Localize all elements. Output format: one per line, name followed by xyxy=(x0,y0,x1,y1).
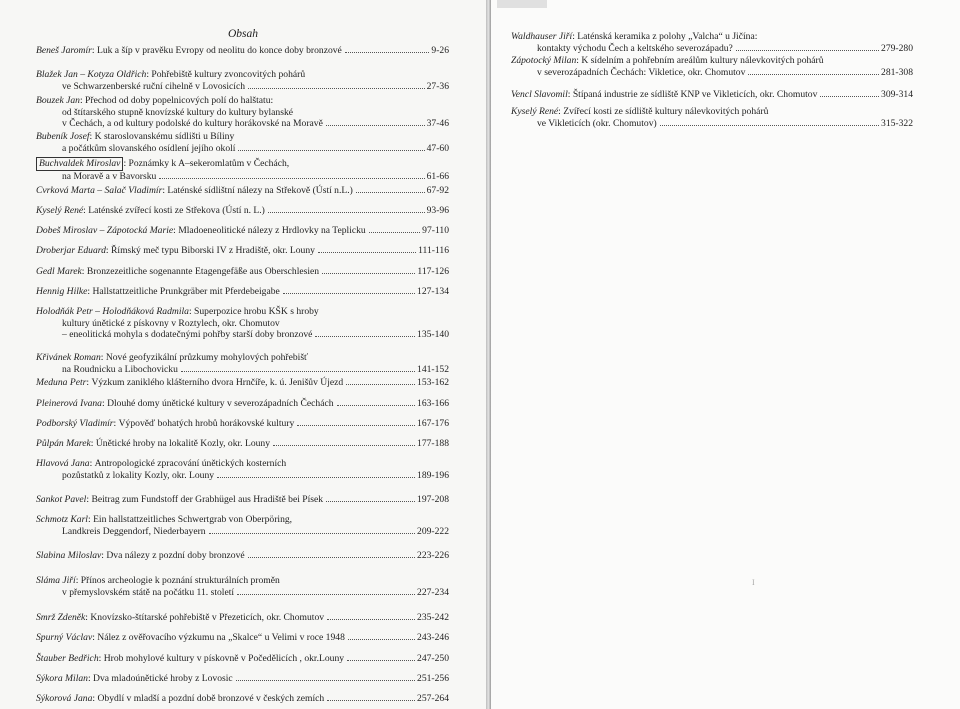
toc-entry xyxy=(36,514,449,537)
toc-entry-line xyxy=(36,632,449,644)
toc-pages: 243-246 xyxy=(417,632,449,643)
dot-leader xyxy=(273,445,415,446)
toc-title: Laténské sídlištní nálezy na Střekově (Ústí n.L.) xyxy=(167,185,353,196)
toc-title: a počátkům slovanského osídlení jejího okolí xyxy=(62,142,236,154)
toc-entry xyxy=(36,398,449,410)
toc-entry xyxy=(36,377,449,389)
toc-entry-line xyxy=(36,306,449,318)
toc-title: Beitrag zum Fundstoff der Grabhügel aus Hradiště bei Písek xyxy=(91,494,324,505)
toc-entry-line xyxy=(36,107,449,119)
toc-entry-line xyxy=(36,514,449,526)
toc-entry xyxy=(36,205,449,217)
dot-leader xyxy=(327,619,415,620)
toc-title: Přechod od doby popelnicových polí do halštatu: xyxy=(85,95,274,106)
toc-entry xyxy=(36,673,449,685)
toc-title: Hallstattzeitliche Prunkgräber mit Pferdebeigabe xyxy=(92,286,280,297)
toc-pages: 93-96 xyxy=(426,205,449,216)
toc-pages: 153-162 xyxy=(417,377,449,388)
dot-leader xyxy=(345,52,430,53)
toc-author: Hlavová Jana xyxy=(36,458,90,469)
toc-entry xyxy=(36,245,449,257)
toc-entry-line xyxy=(36,45,449,57)
toc-pages: 309-314 xyxy=(881,89,913,100)
author-separator: : xyxy=(85,612,91,623)
toc-pages: 189-196 xyxy=(417,469,449,481)
dot-leader xyxy=(748,74,879,75)
toc-entry xyxy=(36,266,449,278)
toc-entry xyxy=(36,458,449,481)
dot-leader xyxy=(736,50,879,51)
toc-entry xyxy=(36,185,449,197)
toc-entry xyxy=(36,575,449,598)
toc-pages: 247-250 xyxy=(417,653,449,664)
author-separator: : xyxy=(101,550,107,561)
author-separator: : xyxy=(81,266,87,277)
toc-entry xyxy=(36,286,449,298)
author-separator: : xyxy=(79,95,86,106)
dot-leader xyxy=(326,501,415,502)
toc-entry-line xyxy=(36,550,449,562)
author-separator: : xyxy=(188,306,195,317)
toc-entry-line xyxy=(36,352,449,364)
toc-author: Sláma Jiří xyxy=(36,575,76,586)
toc-title: Landkreis Deggendorf, Niederbayern xyxy=(62,525,206,537)
toc-entry xyxy=(36,612,449,624)
author-separator: : xyxy=(113,418,119,429)
toc-entry-line xyxy=(36,131,449,143)
toc-author: Smrž Zdeněk xyxy=(36,612,86,623)
toc-entry-line xyxy=(36,364,449,376)
toc-entry xyxy=(511,89,913,101)
toc-author: Gedl Marek xyxy=(36,266,82,277)
toc-title: Římský meč typu Biborski IV z Hradiště, okr. Louny xyxy=(111,245,315,256)
toc-entry-line xyxy=(36,266,449,278)
author-separator: : xyxy=(101,398,108,409)
toc-pages: 111-116 xyxy=(418,245,449,256)
toc-entry-line xyxy=(511,43,913,55)
toc-entry xyxy=(36,95,449,130)
author-separator: : xyxy=(576,55,582,66)
toc-author: Kyselý René xyxy=(36,205,84,216)
toc-entry xyxy=(36,157,449,182)
toc-entry-line xyxy=(511,118,913,130)
toc-entry-line xyxy=(36,575,449,587)
author-separator: : xyxy=(572,31,578,42)
toc-entry xyxy=(36,653,449,665)
author-separator: : xyxy=(87,673,94,684)
toc-title: ve Vikleticích (okr. Chomutov) xyxy=(537,117,657,129)
toc-entry-line xyxy=(36,587,449,599)
toc-title: Přínos archeologie k poznání strukturálních proměn xyxy=(80,575,280,586)
toc-author: Zápotocký Milan xyxy=(511,55,577,66)
toc-title: Pohřebiště kultury zvoncovitých pohárů xyxy=(151,69,306,80)
author-separator: : xyxy=(83,205,89,216)
author-separator: : xyxy=(105,245,111,256)
toc-pages: 209-222 xyxy=(417,525,449,537)
toc-entry-line xyxy=(36,205,449,217)
toc-entry-line xyxy=(36,225,449,237)
toc-pages: 141-152 xyxy=(417,363,449,375)
toc-entry xyxy=(36,45,449,57)
toc-pages: 315-322 xyxy=(881,117,913,129)
toc-author: Bubeník Josef xyxy=(36,131,90,142)
author-separator: : xyxy=(92,632,98,643)
toc-pages: 167-176 xyxy=(417,418,449,429)
toc-author: Buchvaldek Miroslav xyxy=(36,157,123,171)
toc-author: Bouzek Jan xyxy=(36,95,80,106)
author-separator: : xyxy=(89,131,95,142)
author-separator: : xyxy=(98,653,104,664)
toc-title: Knovízsko-štítarské pohřebiště v Přezeticích, okr. Chomutov xyxy=(90,612,325,623)
toc-entry-line xyxy=(511,89,913,101)
toc-entry xyxy=(511,106,913,129)
dot-leader xyxy=(820,96,879,97)
toc-entry-line xyxy=(36,438,449,450)
toc-pages: 177-188 xyxy=(417,438,449,449)
toc-title: Zvířecí kosti ze sídliště kultury nálevkovitých pohárů xyxy=(563,106,769,117)
toc-title: ve Schwarzenberské ruční cihelně v Lovosicích xyxy=(62,80,246,92)
toc-title: Obydlí v mladší a pozdní době bronzové v českých zemích xyxy=(97,693,325,704)
toc-entry-line xyxy=(511,106,913,118)
toc-title: Mladoeneolitické nálezy z Hrdlovky na Teplicku xyxy=(178,225,366,236)
toc-author: Dobeš Miroslav – Zápotocká Marie xyxy=(36,225,174,236)
author-separator: : xyxy=(567,89,573,100)
toc-title: kontakty východu Čech a keltského severozápadu? xyxy=(537,42,733,54)
toc-entry-line xyxy=(511,31,913,43)
dot-leader xyxy=(348,639,415,640)
dot-leader xyxy=(327,700,415,701)
toc-title: v severozápadních Čechách: Vikletice, okr. Chomutov xyxy=(537,66,746,78)
toc-entry-line xyxy=(36,398,449,410)
author-separator: : xyxy=(86,377,92,388)
toc-pages: 97-110 xyxy=(422,225,449,236)
toc-author: Kyselý René xyxy=(511,106,559,117)
toc-pages: 197-208 xyxy=(417,494,449,505)
toc-pages: 37-46 xyxy=(426,118,449,130)
toc-author: Štauber Bedřich xyxy=(36,653,99,664)
toc-author: Sankot Pavel xyxy=(36,494,87,505)
toc-title: Nové geofyzikální průzkumy mohylových pohřebišť xyxy=(105,352,309,363)
toc-entry xyxy=(36,418,449,430)
toc-title: Ein hallstattzeitliches Schwertgrab von Oberpöring, xyxy=(93,514,293,525)
author-separator: : xyxy=(87,286,93,297)
dot-leader xyxy=(369,232,420,233)
toc-pages: 67-92 xyxy=(426,185,449,196)
toc-entry-line xyxy=(36,157,449,171)
author-separator: : xyxy=(89,458,95,469)
toc-title: – eneolitická mohyla s dodatečnými pohřby starší doby bronzové xyxy=(62,329,313,341)
toc-entry-line xyxy=(36,286,449,298)
author-separator: : xyxy=(558,106,564,117)
toc-title: Antropologické zpracování únětických kosterních xyxy=(94,458,287,469)
toc-title: Dva nálezy z pozdní doby bronzové xyxy=(106,550,245,561)
dot-leader xyxy=(268,212,425,213)
author-separator: : xyxy=(90,438,96,449)
toc-pages: 227-234 xyxy=(417,586,449,598)
toc-entry-line xyxy=(36,318,449,330)
toc-entry xyxy=(36,550,449,562)
page-fold xyxy=(497,0,547,8)
dot-leader xyxy=(660,125,879,126)
toc-entry-line xyxy=(36,693,449,705)
toc-title: kultury únětické z pískovny v Roztylech, okr. Chomutov xyxy=(62,317,280,329)
toc-entry-line xyxy=(36,185,449,197)
toc-entry-line xyxy=(36,526,449,538)
toc-author: Křivánek Roman xyxy=(36,352,101,363)
toc-title: Laténská keramika z polohy „Valcha“ u Jičína: xyxy=(577,31,758,42)
toc-title: Únětické hroby na lokalitě Kozly, okr. Louny xyxy=(95,438,271,449)
toc-entry-line xyxy=(36,95,449,107)
dot-leader xyxy=(236,680,415,681)
toc-title: K staroslovanskému sídlišti u Bíliny xyxy=(94,131,235,142)
toc-author: Holodňák Petr – Holodňáková Radmila xyxy=(36,306,189,317)
author-separator: : xyxy=(92,693,98,704)
toc-author: Meduna Petr xyxy=(36,377,87,388)
toc-pages: 135-140 xyxy=(417,329,449,341)
toc-title: Nález z ověřovacího výzkumu na „Skalce“ u Velimi v roce 1948 xyxy=(97,632,345,643)
toc-pages: 117-126 xyxy=(417,266,449,277)
toc-entry xyxy=(36,632,449,644)
toc-entry-line xyxy=(36,612,449,624)
toc-author: Podborský Vladimír xyxy=(36,418,114,429)
toc-entry xyxy=(36,69,449,92)
dot-leader xyxy=(326,125,425,126)
toc-author: Sýkora Milan xyxy=(36,673,88,684)
dot-leader xyxy=(283,293,415,294)
toc-entry xyxy=(36,494,449,506)
toc-entry-line xyxy=(36,458,449,470)
dot-leader xyxy=(209,533,415,534)
toc-entry-line xyxy=(36,329,449,341)
toc-entry-line xyxy=(36,69,449,81)
toc-pages: 251-256 xyxy=(417,673,449,684)
toc-author: Pleinerová Ivana xyxy=(36,398,102,409)
toc-entry xyxy=(36,306,449,341)
toc-author: Beneš Jaromír xyxy=(36,45,92,56)
dot-leader xyxy=(237,594,415,595)
toc-pages: 279-280 xyxy=(881,42,913,54)
author-separator: : xyxy=(100,352,106,363)
toc-author: Cvrková Marta – Salač Vladimír xyxy=(36,185,163,196)
toc-entry-line xyxy=(36,118,449,130)
toc-entry-line xyxy=(36,81,449,93)
toc-author: Hennig Hilke xyxy=(36,286,88,297)
toc-entry-line xyxy=(511,55,913,67)
toc-entry-line xyxy=(36,171,449,183)
dot-leader xyxy=(248,557,415,558)
toc-author: Spurný Václav xyxy=(36,632,93,643)
toc-title: pozůstatků z lokality Kozly, okr. Louny xyxy=(62,469,215,481)
toc-title: Luk a šíp v pravěku Evropy od neolitu do konce doby bronzové xyxy=(96,45,342,56)
author-separator: : xyxy=(162,185,168,196)
author-separator: : xyxy=(123,158,129,169)
toc-title: Štípaná industrie ze sídliště KNP ve Vikleticích, okr. Chomutov xyxy=(572,89,818,100)
toc-pages: 257-264 xyxy=(417,693,449,704)
toc-entry-line xyxy=(36,418,449,430)
dot-leader xyxy=(248,88,425,89)
toc-entry xyxy=(36,693,449,705)
toc-pages: 223-226 xyxy=(417,550,449,561)
toc-author: Půlpán Marek xyxy=(36,438,91,449)
toc-title: v přemyslovském státě na počátku 11. století xyxy=(62,586,235,598)
author-separator: : xyxy=(173,225,179,236)
toc-entry-line xyxy=(36,143,449,155)
author-separator: : xyxy=(91,45,97,56)
dot-leader xyxy=(356,192,425,193)
toc-title: Výpověď bohatých hrobů horákovské kultury xyxy=(118,418,295,429)
toc-pages: 127-134 xyxy=(417,286,449,297)
toc-title: Dlouhé domy únětické kultury v severozápadních Čechách xyxy=(107,398,334,409)
author-separator: : xyxy=(87,514,94,525)
toc-title: Dva mladoúnětické hroby z Lovosic xyxy=(93,673,233,684)
toc-entry xyxy=(36,352,449,375)
toc-author: Waldhauser Jiří xyxy=(511,31,573,42)
toc-title: K sídelním a pohřebním areálům kultury nálevkovitých pohárů xyxy=(581,55,824,66)
toc-entry-line xyxy=(36,377,449,389)
toc-entry xyxy=(511,31,913,54)
toc-title: Laténské zvířecí kosti ze Střekova (Ústí n. L.) xyxy=(88,205,265,216)
toc-pages: 281-308 xyxy=(881,66,913,78)
toc-title: Superpozice hrobu KŠK s hroby xyxy=(194,306,319,317)
toc-title: Bronzezeitliche sogenannte Etagengefäße aus Oberschlesien xyxy=(86,266,320,277)
dot-leader xyxy=(318,252,416,253)
dot-leader xyxy=(322,273,415,274)
toc-author: Schmotz Karl xyxy=(36,514,88,525)
toc-title: Výzkum zaniklého klášterního dvora Hrnčíře, k. ú. Jenišův Újezd xyxy=(91,377,344,388)
toc-entry xyxy=(36,438,449,450)
author-separator: : xyxy=(146,69,152,80)
toc-entry-line xyxy=(36,673,449,685)
author-separator: : xyxy=(75,575,81,586)
toc-title: Hrob mohylové kultury v pískovně v Počedělicích , okr.Louny xyxy=(103,653,345,664)
toc-author: Slabina Miloslav xyxy=(36,550,102,561)
author-separator: : xyxy=(86,494,92,505)
dot-leader xyxy=(181,371,415,372)
dot-leader xyxy=(297,425,415,426)
dot-leader xyxy=(337,405,416,406)
dot-leader xyxy=(159,178,424,179)
dot-leader xyxy=(238,150,424,151)
toc-author: Droberjar Eduard xyxy=(36,245,106,256)
toc-title: v Čechách, a od kultury podolské do kultury horákovské na Moravě xyxy=(62,118,323,130)
toc-title: Poznámky k A–sekeromlatům v Čechách, xyxy=(128,158,290,169)
margin-mark: I xyxy=(752,578,755,587)
toc-pages: 61-66 xyxy=(426,170,449,182)
toc-entry-line xyxy=(36,245,449,257)
toc-pages: 163-166 xyxy=(417,398,449,409)
toc-entry-line xyxy=(36,494,449,506)
toc-pages: 9-26 xyxy=(431,45,449,56)
toc-title: od štítarského stupně knovízské kultury do kultury bylanské xyxy=(62,106,294,118)
dot-leader xyxy=(217,477,415,478)
dot-leader xyxy=(315,336,415,337)
toc-author: Vencl Slavomil xyxy=(511,89,568,100)
toc-title: na Roudnicku a Libochovicku xyxy=(62,363,178,375)
toc-heading: Obsah xyxy=(227,28,259,40)
toc-pages: 235-242 xyxy=(417,612,449,623)
toc-entry-line xyxy=(36,653,449,665)
dot-leader xyxy=(347,660,415,661)
toc-entry xyxy=(36,131,449,154)
dot-leader xyxy=(346,384,415,385)
toc-entry xyxy=(511,55,913,78)
toc-entry-line xyxy=(511,67,913,79)
toc-entry-line xyxy=(36,470,449,482)
toc-pages: 27-36 xyxy=(426,80,449,92)
toc-author: Blažek Jan – Kotyza Oldřich xyxy=(36,69,147,80)
toc-title: na Moravě a v Bavorsku xyxy=(62,170,157,182)
toc-pages: 47-60 xyxy=(426,142,449,154)
toc-author: Sýkorová Jana xyxy=(36,693,93,704)
toc-entry xyxy=(36,225,449,237)
